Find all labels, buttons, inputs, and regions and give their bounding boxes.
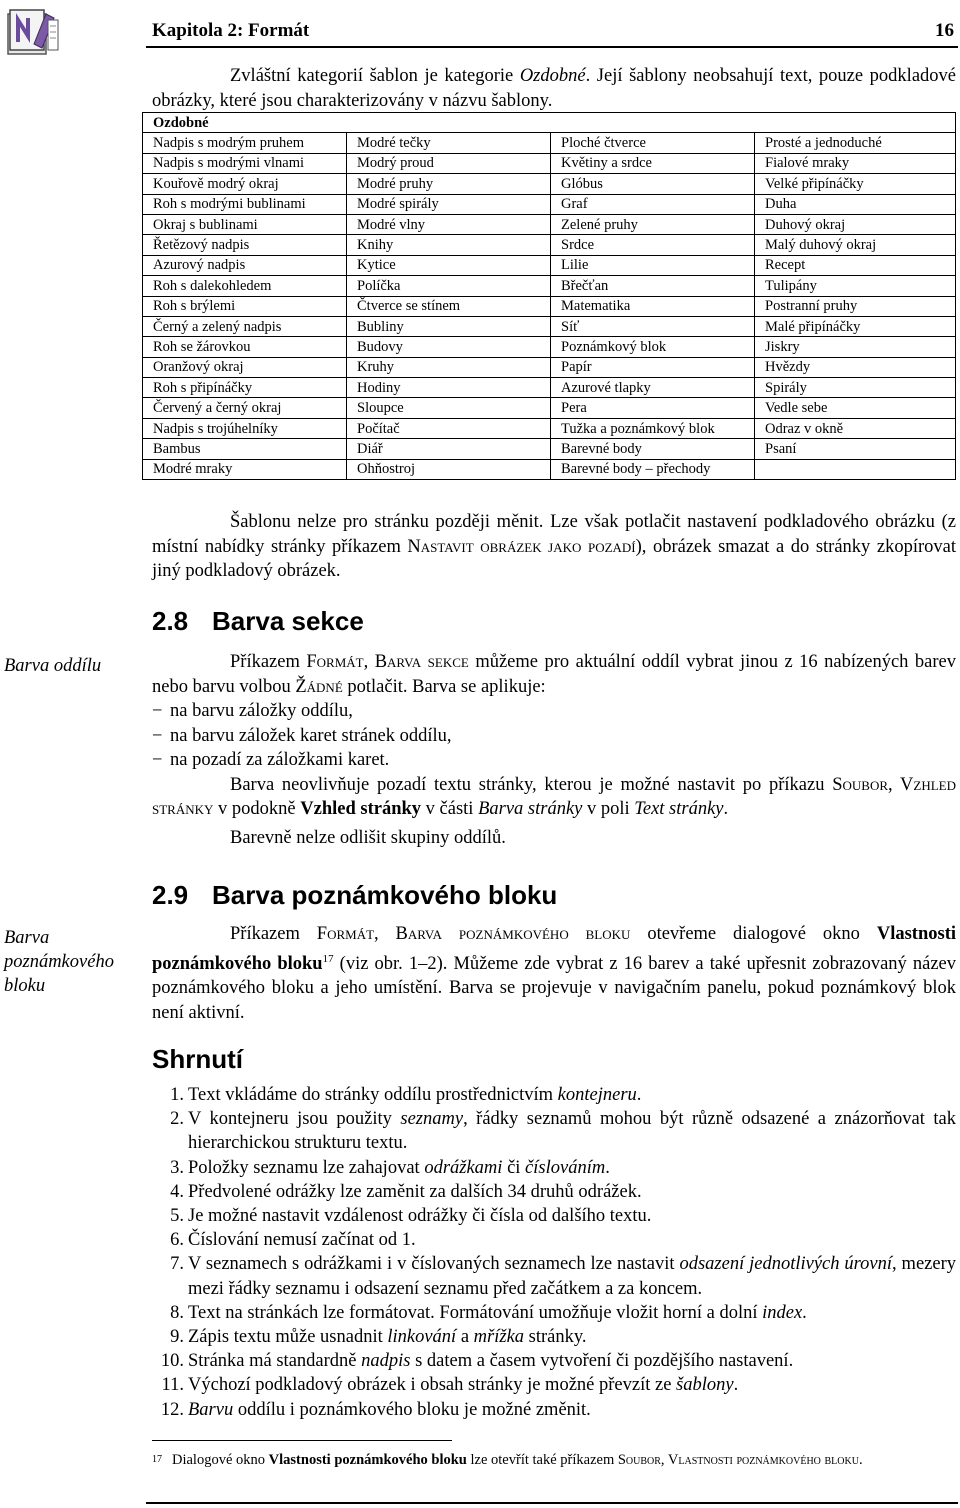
list-item <box>152 1107 956 1155</box>
table-row <box>143 235 956 255</box>
onenote-logo-icon <box>4 6 64 58</box>
table-cell: Duha <box>755 194 956 214</box>
section-2-8-body <box>152 650 956 850</box>
table-cell: Červený a černý okraj <box>143 398 347 418</box>
table-cell: Modrý proud <box>347 153 551 173</box>
table-cell: Počítač <box>347 418 551 438</box>
table-cell: Roh s modrými bublinami <box>143 194 347 214</box>
margin-note-barva-oddilu: Barva oddílu <box>4 656 102 676</box>
table-cell: Poznámkový blok <box>551 337 755 357</box>
table-cell: Modré pruhy <box>347 174 551 194</box>
table-row <box>143 214 956 234</box>
table-cell: Odraz v okně <box>755 418 956 438</box>
page-header <box>146 18 958 48</box>
table-cell: Nadpis s modrým pruhem <box>143 133 347 153</box>
footnote-reference[interactable]: 17 <box>322 952 334 965</box>
list-item-text: Položky seznamu lze zahajovat odrážkami či číslováním. <box>188 1157 610 1178</box>
list-item: − na barvu záložek karet stránek oddílu, <box>152 724 956 749</box>
table-cell: Postranní pruhy <box>755 296 956 316</box>
list-item-number: 4. <box>170 1181 184 1202</box>
list-item-text: Zápis textu může usnadnit linkování a mřížka stránky. <box>188 1327 587 1348</box>
list-item-number: 9. <box>170 1327 184 1348</box>
section-heading-2-9: 2.9 Barva poznámkového bloku <box>152 880 558 910</box>
table-row <box>143 337 956 357</box>
table-cell: Květiny a srdce <box>551 153 755 173</box>
list-item-number: 6. <box>170 1230 184 1251</box>
list-item: − na pozadí za záložkami karet. <box>152 748 956 773</box>
table-row <box>143 255 956 275</box>
table-row <box>143 276 956 296</box>
list-item-text: Text vkládáme do stránky oddílu prostřednictvím kontejneru. <box>188 1085 642 1105</box>
table-cell: Barevné body – přechody <box>551 459 755 479</box>
table-cell: Políčka <box>347 276 551 296</box>
margin-note-barva-poznamkoveho-bloku: Barva poznámkového bloku <box>4 928 114 996</box>
footnote-number: 17 <box>152 1454 162 1465</box>
list-item <box>152 1156 956 1180</box>
list-item-number: 3. <box>170 1157 184 1178</box>
table-row <box>143 133 956 153</box>
table-cell: Fialové mraky <box>755 153 956 173</box>
table-cell: Lilie <box>551 255 755 275</box>
table-cell: Sloupce <box>347 398 551 418</box>
table-cell: Azurový nadpis <box>143 255 347 275</box>
list-item-text: V seznamech s odrážkami i v číslovaných seznamech lze nastavit odsazení jednotlivých úrovní, mezery mezi řádky seznamu i odsazení seznamu před začátkem a za koncem. <box>188 1254 956 1299</box>
section-2-8-p3: Barevně nelze odlišit skupiny oddílů. <box>230 827 506 848</box>
list-item-number: 2. <box>170 1109 184 1130</box>
table-cell: Recept <box>755 255 956 275</box>
list-item <box>152 1204 956 1228</box>
section-2-8-p2: Barva neovlivňuje pozadí textu stránky, kterou je možné nastavit po příkazu Soubor, Vzhled stránky v podokně Vzhled stránky v části Barva stránky v poli Text stránky. <box>152 774 956 819</box>
table-cell: Malý duhový okraj <box>755 235 956 255</box>
table-cell: Modré mraky <box>143 459 347 479</box>
table-cell: Barevné body <box>551 439 755 459</box>
table-cell: Modré spirály <box>347 194 551 214</box>
table-cell: Graf <box>551 194 755 214</box>
table-row <box>143 357 956 377</box>
table-cell: Srdce <box>551 235 755 255</box>
table-cell: Azurové tlapky <box>551 378 755 398</box>
templates-table <box>142 112 956 480</box>
list-item <box>152 1373 956 1397</box>
list-item-number: 8. <box>170 1302 184 1323</box>
table-row <box>143 378 956 398</box>
list-item-number: 11. <box>161 1375 184 1396</box>
footnote-text: Dialogové okno Vlastnosti poznámkového bloku lze otevřít také příkazem Soubor, Vlastnosti poznámkového bloku. <box>172 1452 863 1468</box>
page-bottom-rule <box>146 1502 958 1504</box>
table-cell: Bubliny <box>347 316 551 336</box>
section-heading-2-8: 2.8 Barva sekce <box>152 606 364 636</box>
table-cell: Vedle sebe <box>755 398 956 418</box>
table-cell: Čtverce se stínem <box>347 296 551 316</box>
table-row <box>143 459 956 479</box>
list-item-text: Text na stránkách lze formátovat. Formátování umožňuje vložit horní a dolní index. <box>188 1302 807 1323</box>
summary-heading: Shrnutí <box>152 1044 243 1074</box>
table-cell: Roh se žárovkou <box>143 337 347 357</box>
list-item <box>152 1398 956 1422</box>
table-cell: Glóbus <box>551 174 755 194</box>
table-cell: Psaní <box>755 439 956 459</box>
table-cell: Velké připínáčky <box>755 174 956 194</box>
section-2-9-paragraph: Příkazem Formát, Barva poznámkového bloku otevřeme dialogové okno Vlastnosti poznámkového bloku$^{17}$ (viz obr. 1–2). Můžeme zde vybrat z 16 barev a také upřesnit zobrazovaný název poznámkového bloku a jeho umístění. Barva se projevuje v navigačním panelu, pokud poznámkový blok není aktivní. <box>152 924 956 1023</box>
table-cell: Duhový okraj <box>755 214 956 234</box>
table-row <box>143 153 956 173</box>
list-item <box>152 1228 956 1252</box>
table-row <box>143 398 956 418</box>
table-cell: Kruhy <box>347 357 551 377</box>
table-cell: Tužka a poznámkový blok <box>551 418 755 438</box>
table-cell: Oranžový okraj <box>143 357 347 377</box>
table-row <box>143 439 956 459</box>
table-row <box>143 418 956 438</box>
list-item-text: Předvolené odrážky lze zaměnit za dalších 34 druhů odrážek. <box>188 1181 642 1202</box>
table-row <box>143 316 956 336</box>
table-heading: Ozdobné <box>143 113 956 133</box>
list-item-number: 1. <box>170 1085 184 1105</box>
table-cell: Bambus <box>143 439 347 459</box>
list-item <box>152 1083 956 1107</box>
table-cell: Okraj s bublinami <box>143 214 347 234</box>
table-cell: Hvězdy <box>755 357 956 377</box>
table-header-row <box>143 113 956 133</box>
table-cell: Matematika <box>551 296 755 316</box>
table-cell: Jiskry <box>755 337 956 357</box>
list-item <box>152 1325 956 1349</box>
table-cell: Ploché čtverce <box>551 133 755 153</box>
table-cell: Síť <box>551 316 755 336</box>
table-cell: Budovy <box>347 337 551 357</box>
list-item-text: Je možné nastavit vzdálenost odrážky či čísla od dalšího textu. <box>188 1206 652 1227</box>
section-2-8-p1: Příkazem Formát, Barva sekce můžeme pro aktuální oddíl vybrat jinou z 16 nabízených barev nebo barvu volbou Žádné potlačit. Barva se aplikuje: <box>152 652 956 697</box>
table-cell: Ohňostroj <box>347 459 551 479</box>
table-row <box>143 296 956 316</box>
table-cell: Řetězový nadpis <box>143 235 347 255</box>
list-item <box>152 1349 956 1373</box>
table-cell: Nadpis s trojúhelníky <box>143 418 347 438</box>
intro-paragraph: Zvláštní kategorií šablon je kategorie Ozdobné. Její šablony neobsahují text, pouze podkladové obrázky, které jsou charakterizovány v názvu šablony. <box>152 66 956 111</box>
table-cell: Modré tečky <box>347 133 551 153</box>
table-cell: Zelené pruhy <box>551 214 755 234</box>
section-2-8-bullets <box>152 699 956 773</box>
table-cell: Roh s připínáčky <box>143 378 347 398</box>
table-cell <box>755 459 956 479</box>
table-cell: Kouřově modrý okraj <box>143 174 347 194</box>
list-item-text: Výchozí podkladový obrázek i obsah stránky je možné převzít ze šablony. <box>188 1375 739 1396</box>
chapter-title: Kapitola 2: Formát <box>152 20 310 41</box>
list-item-text: Barvu oddílu i poznámkového bloku je možné změnit. <box>188 1399 591 1420</box>
table-cell: Hodiny <box>347 378 551 398</box>
table-cell: Roh s brýlemi <box>143 296 347 316</box>
table-cell: Papír <box>551 357 755 377</box>
page-number: 16 <box>935 20 954 41</box>
table-cell: Nadpis s modrými vlnami <box>143 153 347 173</box>
list-item-number: 10. <box>160 1351 184 1372</box>
table-row <box>143 174 956 194</box>
table-cell: Pera <box>551 398 755 418</box>
table-row <box>143 194 956 214</box>
list-item-text: Stránka má standardně nadpis s datem a časem vytvoření či pozdějšího nastavení. <box>188 1351 794 1372</box>
table-cell: Malé připínáčky <box>755 316 956 336</box>
table-cell: Knihy <box>347 235 551 255</box>
table-cell: Diář <box>347 439 551 459</box>
table-cell: Tulipány <box>755 276 956 296</box>
table-cell: Černý a zelený nadpis <box>143 316 347 336</box>
list-item-number: 12. <box>160 1399 184 1420</box>
footnote-separator <box>152 1440 452 1441</box>
table-cell: Roh s dalekohledem <box>143 276 347 296</box>
table-cell: Břečťan <box>551 276 755 296</box>
footnote <box>152 1450 956 1470</box>
table-cell: Prosté a jednoduché <box>755 133 956 153</box>
list-item <box>152 1252 956 1300</box>
table-cell: Spirály <box>755 378 956 398</box>
list-item <box>152 1180 956 1204</box>
table-cell: Modré vlny <box>347 214 551 234</box>
list-item-number: 7. <box>170 1254 184 1275</box>
summary-list <box>152 1083 956 1422</box>
list-item <box>152 1301 956 1325</box>
table-cell: Kytice <box>347 255 551 275</box>
list-item-text: V kontejneru jsou použity seznamy, řádky seznamů mohou být různě odsazené a znázorňovat tak hierarchickou strukturu textu. <box>188 1109 956 1154</box>
list-item-text: Číslování nemusí začínat od 1. <box>188 1230 416 1251</box>
list-item-number: 5. <box>170 1206 184 1227</box>
list-item: − na barvu záložky oddílu, <box>152 699 956 724</box>
after-table-paragraph: Šablonu nelze pro stránku později měnit. Lze však potlačit nastavení podkladového obrázku (z místní nabídky stránky příkazem Nastavit obrázek jako pozadí), obrázek smazat a do stránky zkopírovat jiný podkladový obrázek. <box>152 512 956 581</box>
